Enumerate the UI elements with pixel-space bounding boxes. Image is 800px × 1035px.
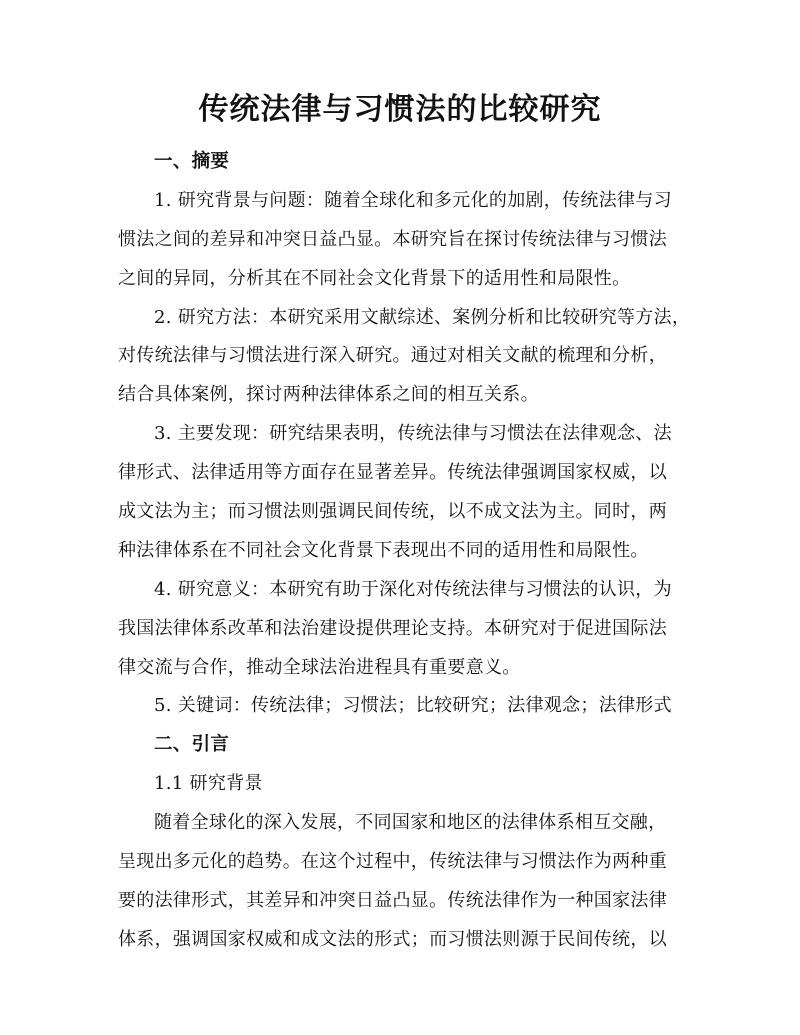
text-line: 我国法律体系改革和法治建设提供理论支持。本研究对于促进国际法 bbox=[118, 617, 667, 639]
text-line: 对传统法律与习惯法进行深入研究。通过对相关文献的梳理和分析， bbox=[118, 345, 667, 367]
text-line: 1. 研究背景与问题：随着全球化和多元化的加剧，传统法律与习 bbox=[154, 189, 672, 211]
text-line: 种法律体系在不同社会文化背景下表现出不同的适用性和局限性。 bbox=[118, 539, 649, 561]
section-heading: 二、引言 bbox=[154, 734, 230, 756]
text-line: 之间的异同，分析其在不同社会文化背景下的适用性和局限性。 bbox=[118, 267, 631, 289]
text-line: 4. 研究意义：本研究有助于深化对传统法律与习惯法的认识，为 bbox=[154, 578, 672, 600]
document-title: 传统法律与习惯法的比较研究 bbox=[198, 92, 602, 127]
text-line: 5. 关键词：传统法律；习惯法；比较研究；法律观念；法律形式 bbox=[154, 695, 672, 717]
text-line: 呈现出多元化的趋势。在这个过程中，传统法律与习惯法作为两种重 bbox=[118, 851, 667, 873]
text-line: 3. 主要发现：研究结果表明，传统法律与习惯法在法律观念、法 bbox=[154, 423, 672, 445]
text-line: 随着全球化的深入发展，不同国家和地区的法律体系相互交融， bbox=[154, 812, 667, 834]
document-body bbox=[118, 143, 691, 960]
section-heading: 一、摘要 bbox=[154, 151, 230, 172]
text-line: 1.1 研究背景 bbox=[154, 773, 263, 795]
text-line: 惯法之间的差异和冲突日益凸显。本研究旨在探讨传统法律与习惯法 bbox=[118, 228, 667, 250]
text-line: 2. 研究方法：本研究采用文献综述、案例分析和比较研究等方法， bbox=[154, 306, 691, 328]
text-line: 结合具体案例，探讨两种法律体系之间的相互关系。 bbox=[118, 384, 539, 406]
text-line: 成文法为主；而习惯法则强调民间传统，以不成文法为主。同时，两 bbox=[118, 501, 667, 523]
text-line: 律交流与合作，推动全球法治进程具有重要意义。 bbox=[118, 656, 521, 678]
text-line: 体系，强调国家权威和成文法的形式；而习惯法则源于民间传统，以 bbox=[118, 928, 667, 950]
text-line: 律形式、法律适用等方面存在显著差异。传统法律强调国家权威，以 bbox=[118, 462, 667, 484]
text-line: 要的法律形式，其差异和冲突日益凸显。传统法律作为一种国家法律 bbox=[118, 889, 667, 911]
